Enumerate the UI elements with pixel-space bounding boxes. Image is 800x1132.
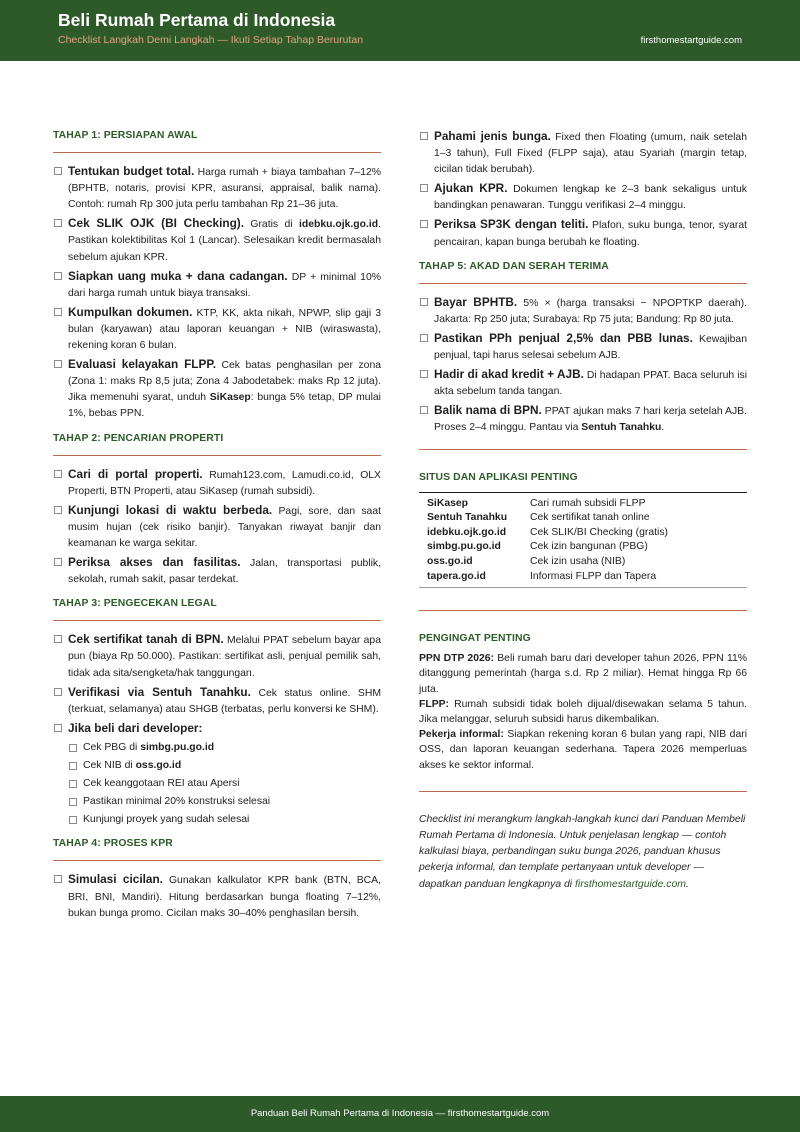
reminder-item: FLPP: Rumah subsidi tidak boleh dijual/disewakan selama 5 tahun. Jika melanggar, seluruh subsidi harus dikembalikan. <box>419 698 747 726</box>
page-footer <box>0 1096 800 1132</box>
sub-checklist-item: Cek PBG di simbg.pu.go.id <box>53 740 381 756</box>
table-row: simbg.pu.go.id Cek izin bangunan (PBG) <box>427 541 648 553</box>
checklist-item <box>53 554 381 588</box>
item-body: Fixed then Floating (umum, naik setelah 1–3 tahun), Full Fixed (FLPP saja), atau Syariah (margin tetap, cicilan tidak berubah). <box>434 132 747 176</box>
closing-note: Checklist ini merangkum langkah-langkah kunci dari Panduan Membeli Rumah Pertama di Indonesia. Untuk penjelasan lengkap — contoh kalkulasi biaya, perbandingan suku bunga 2026, panduan khusus pekerja informal, dan template pertanyaan untuk developer — dapatkan panduan lengkapnya di firsthomestartguide.com. <box>419 813 746 890</box>
checkbox[interactable] <box>54 724 62 732</box>
item-title: Pastikan PPh penjual 2,5% dan PBB lunas. <box>434 330 693 345</box>
section-separator <box>419 610 747 611</box>
checklist-item <box>419 402 747 436</box>
checklist-item <box>419 216 747 250</box>
reminder-item: PPN DTP 2026: Beli rumah baru dari developer tahun 2026, PPN 11% ditanggung pemerintah (harga s.d. Rp 2 miliar). Hemat hingga Rp 66 juta. <box>419 653 747 695</box>
table-bottom-rule <box>419 587 747 588</box>
checklist-item <box>419 180 747 214</box>
table-row: tapera.go.id Informasi FLPP dan Tapera <box>427 570 657 582</box>
checkbox[interactable] <box>420 370 428 378</box>
closing-link[interactable]: firsthomestartguide.com <box>575 878 686 890</box>
checklist-item <box>419 366 747 400</box>
section-divider <box>53 620 381 621</box>
section-tahap-2 <box>53 431 381 589</box>
section-tahap-4 <box>53 836 381 921</box>
checklist-item <box>53 304 381 354</box>
checkbox[interactable] <box>54 470 62 478</box>
section-divider <box>419 283 747 284</box>
checklist-item <box>53 268 381 302</box>
item-title: Kumpulkan dokumen. <box>68 304 193 319</box>
reminder-item: Pekerja informal: Siapkan rekening koran 6 bulan yang rapi, NIB dari OSS, dan laporan keuangan sederhana. Tapera 2026 memperluas akses ke sektor informal. <box>419 729 748 771</box>
item-body: 5% × (harga transaksi − NPOPTKP daerah). Jakarta: Rp 250 juta; Surabaya: Rp 75 juta; Bandung: Rp 80 juta. <box>434 297 747 325</box>
footer-text: Panduan Beli Rumah Pertama di Indonesia — firsthomestartguide.com <box>250 1108 550 1119</box>
item-body: Rumah123.com, Lamudi.co.id, OLX Properti, BTN Properti, atau SiKasep (rumah subsidi). <box>68 469 381 497</box>
checklist-item <box>53 720 381 738</box>
item-body: Harga rumah + biaya tambahan 7–12% (BPHTB, notaris, provisi KPR, asuransi, appraisal, balik nama). Contoh: rumah Rp 300 juta perlu tambahan Rp 21–36 juta. <box>68 167 382 211</box>
section-title: SITUS DAN APLIKASI PENTING <box>419 471 578 483</box>
section-title: TAHAP 3: PENGECEKAN LEGAL <box>53 598 217 610</box>
checkbox[interactable] <box>54 360 62 368</box>
checklist-item <box>53 215 381 265</box>
checkbox[interactable] <box>54 558 62 566</box>
item-title: Periksa SP3K dengan teliti. <box>434 217 589 232</box>
item-body: Jalan, transportasi publik, sekolah, rumah sakit, pasar terdekat. <box>68 558 381 586</box>
url-text: idebku.ojk.go.id <box>299 219 379 231</box>
item-body: Dokumen lengkap ke 2–3 bank sekaligus untuk bandingkan penawaran. Tunggu verifikasi 2–4 minggu. <box>434 184 747 212</box>
checkbox[interactable] <box>54 688 62 696</box>
apps-section <box>419 470 747 589</box>
item-body: Cek batas penghasilan per zona (Zona 1: maks Rp 8,5 juta; Zona 4 Jabodetabek: maks Rp 12 juta). Jika memenuhi syarat, unduh SiKasep: bunga 5% tetap, DP mulai 1%, bebas PPN. <box>68 360 381 420</box>
checkbox[interactable] <box>54 635 62 643</box>
sub-checklist-item: Cek NIB di oss.go.id <box>53 758 381 774</box>
checklist-item <box>53 356 381 422</box>
header-url[interactable]: firsthomestartguide.com <box>640 35 742 46</box>
checklist-item <box>419 330 747 364</box>
item-body: DP + minimal 10% dari harga rumah untuk biaya transaksi. <box>68 271 381 299</box>
checklist-item <box>53 466 381 500</box>
table-row: SiKasep Cari rumah subsidi FLPP <box>427 497 646 509</box>
checkbox[interactable] <box>69 798 77 806</box>
item-title: Balik nama di BPN. <box>434 403 542 418</box>
section-divider <box>53 152 381 153</box>
item-title: Cari di portal properti. <box>68 466 203 481</box>
table-row: Sentuh Tanahku Cek sertifikat tanah online <box>427 512 650 524</box>
section-tahap-4-continued <box>419 128 747 251</box>
item-title: Kunjungi lokasi di waktu berbeda. <box>68 502 273 517</box>
checklist-item <box>53 631 381 681</box>
sub-checklist-item: Pastikan minimal 20% konstruksi selesai <box>53 794 381 810</box>
checkbox[interactable] <box>54 272 62 280</box>
checklist-item <box>53 502 381 552</box>
apps-table <box>419 497 747 585</box>
checklist-item <box>53 163 381 213</box>
checkbox[interactable] <box>420 334 428 342</box>
item-title: Pahami jenis bunga. <box>434 129 551 143</box>
checkbox[interactable] <box>54 219 62 227</box>
item-title: Bayar BPHTB. <box>434 294 518 309</box>
section-divider <box>53 860 381 861</box>
item-body: Melalui PPAT sebelum bayar apa pun (biaya Rp 50.000). Pastikan: sertifikat asli, penjual pemilik sah, tidak ada sita/sengketa/hak tanggungan. <box>68 635 381 679</box>
page-header <box>0 0 800 61</box>
item-body: Kewajiban penjual, tapi harus selesai sebelum AJB. <box>434 333 747 362</box>
checkbox[interactable] <box>420 132 428 140</box>
table-row: oss.go.id Cek izin usaha (NIB) <box>427 555 626 567</box>
section-title: TAHAP 1: PERSIAPAN AWAL <box>53 130 198 141</box>
table-top-rule <box>419 492 747 493</box>
sub-checklist-item: Kunjungi proyek yang sudah selesai <box>53 812 381 828</box>
checkbox[interactable] <box>69 744 77 752</box>
item-body: Gratis di idebku.ojk.go.id. Pastikan kolektibilitas Kol 1 (Lancar). Selesaikan kredit bermasalah sebelum ajukan KPR. <box>68 219 381 263</box>
right-column <box>419 128 747 893</box>
section-title: PENGINGAT PENTING <box>419 633 531 645</box>
item-title: Siapkan uang muka + dana cadangan. <box>68 268 288 283</box>
page-subtitle: Checklist Langkah Demi Langkah — Ikuti Setiap Tahap Berurutan <box>58 34 364 46</box>
section-title: TAHAP 4: PROSES KPR <box>53 838 173 850</box>
checkbox[interactable] <box>54 167 62 175</box>
checkbox[interactable] <box>69 762 77 770</box>
item-title: Cek SLIK OJK (BI Checking). <box>68 216 244 231</box>
checkbox[interactable] <box>69 816 77 824</box>
checkbox[interactable] <box>69 780 77 788</box>
checkbox[interactable] <box>420 298 428 306</box>
section-title: TAHAP 2: PENCARIAN PROPERTI <box>53 432 224 444</box>
item-title: Hadir di akad kredit + AJB. <box>434 367 584 382</box>
item-body: Gunakan kalkulator KPR bank (BTN, BCA, BRI, BNI, Mandiri). Hitung berdasarkan bunga floating 7–12%, bukan bunga promo. Cicilan maks 30–40% penghasilan bersih. <box>68 875 382 919</box>
item-title: Ajukan KPR. <box>434 181 508 196</box>
section-tahap-1 <box>53 128 381 423</box>
checkbox[interactable] <box>420 406 428 414</box>
reminders-section <box>419 631 747 773</box>
checkbox[interactable] <box>420 220 428 228</box>
section-divider <box>53 455 381 456</box>
section-separator <box>419 791 747 792</box>
item-title: Periksa akses dan fasilitas. <box>68 555 241 570</box>
item-title: Simulasi cicilan. <box>68 872 163 887</box>
section-separator <box>419 449 747 450</box>
checkbox[interactable] <box>420 184 428 192</box>
section-tahap-3 <box>53 596 381 828</box>
item-title: Evaluasi kelayakan FLPP. <box>68 357 216 372</box>
table-row: idebku.ojk.go.id Cek SLIK/BI Checking (gratis) <box>427 526 669 538</box>
sub-checklist-item: Cek keanggotaan REI atau Apersi <box>53 776 381 792</box>
checkbox[interactable] <box>54 308 62 316</box>
item-body: Plafon, suku bunga, tenor, syarat pencairan, kapan bunga berubah ke floating. <box>434 220 748 248</box>
item-title: Verifikasi via Sentuh Tanahku. <box>68 684 251 699</box>
checkbox[interactable] <box>54 875 62 883</box>
left-column <box>53 128 381 924</box>
checkbox[interactable] <box>54 506 62 514</box>
section-tahap-5 <box>419 259 747 437</box>
item-body: PPAT ajukan maks 7 hari kerja setelah AJB. Proses 2–4 minggu. Pantau via Sentuh Tanahku. <box>434 406 747 434</box>
checklist-item <box>53 684 381 718</box>
item-title: Jika beli dari developer: <box>68 720 203 735</box>
page-title: Beli Rumah Pertama di Indonesia <box>58 10 336 30</box>
item-title: Tentukan budget total. <box>68 164 195 179</box>
section-title: TAHAP 5: AKAD DAN SERAH TERIMA <box>419 260 609 272</box>
item-body: Pagi, sore, dan saat musim hujan (cek risiko banjir). Tanyakan riwayat banjir dan keamanan ke warga sekitar. <box>68 505 382 549</box>
item-body: Cek status online. SHM (terkuat, selamanya) atau SHGB (terbatas, perlu konversi ke SHM). <box>68 687 381 715</box>
checklist-item <box>419 128 747 178</box>
item-body: Di hadapan PPAT. Baca seluruh isi akta sebelum tanda tangan. <box>434 370 748 398</box>
item-title: Cek sertifikat tanah di BPN. <box>68 632 224 647</box>
checklist-item <box>419 294 747 328</box>
item-body: KTP, KK, akta nikah, NPWP, slip gaji 3 bulan (karyawan) atau laporan keuangan + NIB (wiraswasta), rekening koran 6 bulan. <box>68 307 381 352</box>
checklist-item <box>53 871 381 921</box>
